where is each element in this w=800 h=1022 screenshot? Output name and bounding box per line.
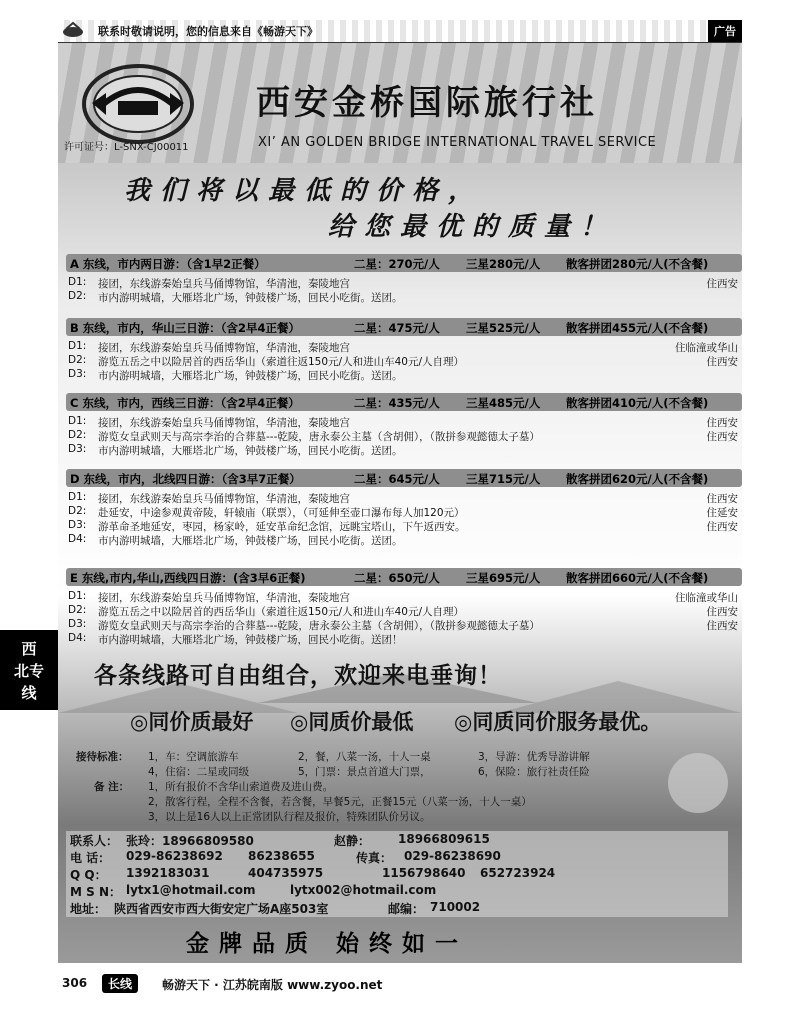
- day-text: 游览女皇武则天与高宗李治的合葬墓---乾陵，唐永泰公主墓（含胡佣），（散拼参观懿德太子墓）: [98, 620, 540, 632]
- day-label: D2:: [68, 354, 87, 366]
- route-header: [66, 568, 742, 586]
- itinerary-day: [68, 415, 742, 429]
- page-number: 306: [62, 976, 88, 990]
- itinerary-day: [68, 290, 742, 304]
- day-stay: 住西安: [706, 278, 738, 290]
- page-footer: [58, 972, 742, 996]
- route-header: [66, 254, 742, 272]
- standards-label: 接待标准：: [76, 751, 129, 763]
- day-stay: 住临潼或华山: [675, 342, 738, 354]
- fax-label: 传真：: [356, 851, 393, 865]
- route-group-price: 散客拼团660元/人(不含餐): [566, 571, 709, 585]
- day-stay: 住西安: [706, 521, 738, 533]
- itinerary-day: [68, 505, 742, 519]
- day-text: 游览五岳之中以险居首的西岳华山（索道往返150元/人和进山车40元/人自理）: [98, 356, 464, 368]
- day-text: 市内游明城墙，大雁塔北广场，钟鼓楼广场，回民小吃街。送团。: [98, 370, 403, 382]
- day-text: 接团，东线游秦始皇兵马俑博物馆，华清池，秦陵地宫: [98, 417, 350, 429]
- itinerary-day: [68, 533, 742, 547]
- day-label: D1:: [68, 415, 87, 427]
- contact-person: 张玲：18966809580: [126, 834, 254, 848]
- tel-number: 86238655: [248, 849, 315, 863]
- motto: 金牌品质 始终如一: [186, 930, 469, 957]
- top-bar: [58, 20, 742, 43]
- contact-label: 联系人：: [70, 834, 119, 848]
- ad-body: [58, 43, 742, 963]
- day-text: 接团，东线游秦始皇兵马俑博物馆，华清池，秦陵地宫: [98, 278, 350, 290]
- tel-number: 029-86238692: [126, 849, 223, 863]
- itinerary-day: [68, 443, 742, 457]
- route-three-star: 三星485元/人: [466, 396, 541, 410]
- route-block: [66, 393, 742, 457]
- route-group-price: 散客拼团410元/人(不含餐): [566, 396, 709, 410]
- section-side-tab: [0, 630, 58, 710]
- day-text: 赴延安，中途参观黄帝陵，轩辕庙（联票），（可延伸至壶口瀑布每人加120元）: [98, 507, 465, 519]
- license-number: 许可证号：L-SNX-CJ00011: [64, 142, 189, 153]
- day-stay: 住西安: [706, 620, 738, 632]
- day-label: D2:: [68, 604, 87, 616]
- route-two-star: 二星：650元/人: [354, 571, 440, 585]
- company-emblem-icon: [82, 63, 194, 145]
- day-label: D1:: [68, 276, 87, 288]
- itinerary-day: [68, 368, 742, 382]
- promise-service: ◎同质同价服务最优。: [454, 710, 662, 734]
- route-header: [66, 318, 742, 336]
- day-label: D4:: [68, 632, 87, 644]
- day-stay: 住西安: [706, 356, 738, 368]
- day-label: D1:: [68, 590, 87, 602]
- itinerary-day: [68, 276, 742, 290]
- day-label: D1:: [68, 340, 87, 352]
- standard-item: 2，餐，八菜一汤，十人一桌: [298, 751, 431, 763]
- fax-number: 029-86238690: [404, 849, 501, 863]
- standard-item: 1，车：空调旅游车: [148, 751, 239, 763]
- route-three-star: 三星715元/人: [466, 472, 541, 486]
- day-stay: 住西安: [706, 493, 738, 505]
- day-text: 市内游明城墙，大雁塔北广场，钟鼓楼广场，回民小吃街。送团！: [98, 634, 403, 646]
- route-two-star: 二星：475元/人: [354, 321, 440, 335]
- note-item: 1，所有报价不含华山索道费及进山费。: [148, 781, 334, 793]
- day-label: D4:: [68, 533, 87, 545]
- route-three-star: 三星280元/人: [466, 257, 541, 271]
- day-stay: 住临潼或华山: [675, 592, 738, 604]
- msn-address: lytx002@hotmail.com: [290, 883, 437, 897]
- route-block: [66, 254, 742, 304]
- day-text: 接团，东线游秦始皇兵马俑博物馆，华清池，秦陵地宫: [98, 592, 350, 604]
- day-label: D3:: [68, 519, 87, 531]
- side-label-line: 西: [21, 640, 37, 658]
- route-block: [66, 469, 742, 547]
- qq-number: 1156798640: [382, 866, 466, 880]
- route-title: B 东线，市内，华山三日游：（含2早4正餐）: [70, 321, 301, 335]
- route-block: [66, 568, 742, 646]
- day-label: D2:: [68, 290, 87, 302]
- standard-item: 3，导游：优秀导游讲解: [478, 751, 590, 763]
- route-three-star: 三星695元/人: [466, 571, 541, 585]
- itinerary-day: [68, 590, 742, 604]
- day-stay: 住西安: [706, 431, 738, 443]
- promise-price: ◎同质价最低: [290, 710, 414, 734]
- route-group-price: 散客拼团280元/人(不含餐): [566, 257, 709, 271]
- itinerary-day: [68, 604, 742, 618]
- route-header: [66, 393, 742, 411]
- route-title: C 东线，市内，西线三日游：（含2早4正餐）: [70, 396, 300, 410]
- zip-code: 710002: [430, 900, 481, 914]
- day-stay: 住西安: [706, 417, 738, 429]
- day-label: D3:: [68, 618, 87, 630]
- section-badge: 长线: [102, 974, 138, 993]
- qq-number: 404735975: [248, 866, 324, 880]
- ad-tag: 广告: [708, 20, 742, 42]
- magazine-logo-icon: [62, 21, 84, 39]
- company-name-cn: 西安金桥国际旅行社: [256, 83, 598, 123]
- route-title: D 东线，市内，北线四日游：（含3早7正餐）: [70, 472, 301, 486]
- contact-person: 赵静：: [334, 834, 371, 848]
- tel-label: 电 话：: [70, 851, 111, 865]
- route-title: A 东线，市内两日游：（含1早2正餐）: [70, 257, 266, 271]
- itinerary-day: [68, 354, 742, 368]
- route-block: [66, 318, 742, 382]
- itinerary-day: [68, 519, 742, 533]
- qq-number: 652723924: [480, 866, 556, 880]
- day-label: D2:: [68, 429, 87, 441]
- notes-label: 备 注：: [94, 781, 130, 793]
- day-text: 游览五岳之中以险居首的西岳华山（索道往返150元/人和进山车40元/人自理）: [98, 606, 464, 618]
- address-text: 陕西省西安市西大街安定广场A座503室: [114, 902, 329, 916]
- day-text: 游览女皇武则天与高宗李治的合葬墓---乾陵，唐永泰公主墓（含胡佣），（散拼参观懿德太子墓）: [98, 431, 540, 443]
- itinerary-day: [68, 618, 742, 632]
- standard-item: 4，住宿：二星或同级: [148, 766, 250, 778]
- company-name-en: XI’ AN GOLDEN BRIDGE INTERNATIONAL TRAVEL SERVICE: [258, 135, 657, 150]
- route-title: E 东线,市内,华山,西线四日游：(含3早6正餐): [70, 571, 306, 585]
- route-three-star: 三星525元/人: [466, 321, 541, 335]
- standard-item: 5，门票：景点首道大门票，: [298, 766, 431, 778]
- day-label: D3:: [68, 368, 87, 380]
- standard-item: 6，保险：旅行社责任险: [478, 766, 590, 778]
- footer-brand: 畅游天下 · 江苏皖南版 www.zyoo.net: [162, 978, 383, 992]
- day-text: 接团，东线游秦始皇兵马俑博物馆，华清池，秦陵地宫: [98, 493, 350, 505]
- address-label: 地址：: [70, 902, 107, 916]
- promise-quality: ◎同价质最好: [130, 710, 254, 734]
- qq-number: 1392183031: [126, 866, 210, 880]
- zip-label: 邮编：: [388, 902, 425, 916]
- combo-tagline: 各条线路可自由组合，欢迎来电垂询！: [94, 663, 502, 689]
- route-two-star: 二星：645元/人: [354, 472, 440, 486]
- day-stay: 住西安: [706, 606, 738, 618]
- route-two-star: 二星：270元/人: [354, 257, 440, 271]
- day-text: 市内游明城墙，大雁塔北广场，钟鼓楼广场，回民小吃街。送团。: [98, 445, 403, 457]
- day-text: 市内游明城墙，大雁塔北广场，钟鼓楼广场，回民小吃街。送团。: [98, 292, 403, 304]
- day-label: D1:: [68, 491, 87, 503]
- day-stay: 住延安: [706, 507, 738, 519]
- route-header: [66, 469, 742, 487]
- day-label: D2:: [68, 505, 87, 517]
- day-text: 游革命圣地延安，枣园，杨家岭，延安革命纪念馆，远眺宝塔山，下午返西安。: [98, 521, 466, 533]
- side-label-line: 北专: [13, 662, 44, 680]
- msn-label: M S N：: [70, 885, 121, 899]
- qq-label: Q Q：: [70, 868, 107, 882]
- route-two-star: 二星：435元/人: [354, 396, 440, 410]
- source-note: 联系时敬请说明，您的信息来自《畅游天下》: [98, 25, 318, 38]
- slogan-line-2: 给您最优的质量！: [328, 212, 617, 242]
- route-group-price: 散客拼团455元/人(不含餐): [566, 321, 709, 335]
- day-label: D3:: [68, 443, 87, 455]
- contact-phone: 18966809615: [398, 832, 490, 846]
- itinerary-day: [68, 491, 742, 505]
- itinerary-day: [68, 429, 742, 443]
- msn-address: lytx1@hotmail.com: [126, 883, 256, 897]
- slogan-line-1: 我们将以最低的价格，: [124, 176, 485, 206]
- note-item: 2，散客行程，全程不含餐，若含餐，早餐5元，正餐15元（八菜一汤，十人一桌）: [148, 796, 532, 808]
- itinerary-day: [68, 340, 742, 354]
- day-text: 接团，东线游秦始皇兵马俑博物馆，华清池，秦陵地宫: [98, 342, 350, 354]
- side-label-line: 线: [21, 684, 37, 702]
- note-item: 3，以上是16人以上正常团队行程及报价，特殊团队价另议。: [148, 811, 431, 823]
- route-group-price: 散客拼团620元/人(不含餐): [566, 472, 709, 486]
- day-text: 市内游明城墙，大雁塔北广场，钟鼓楼广场，回民小吃街。送团。: [98, 535, 403, 547]
- contact-box: [66, 831, 728, 917]
